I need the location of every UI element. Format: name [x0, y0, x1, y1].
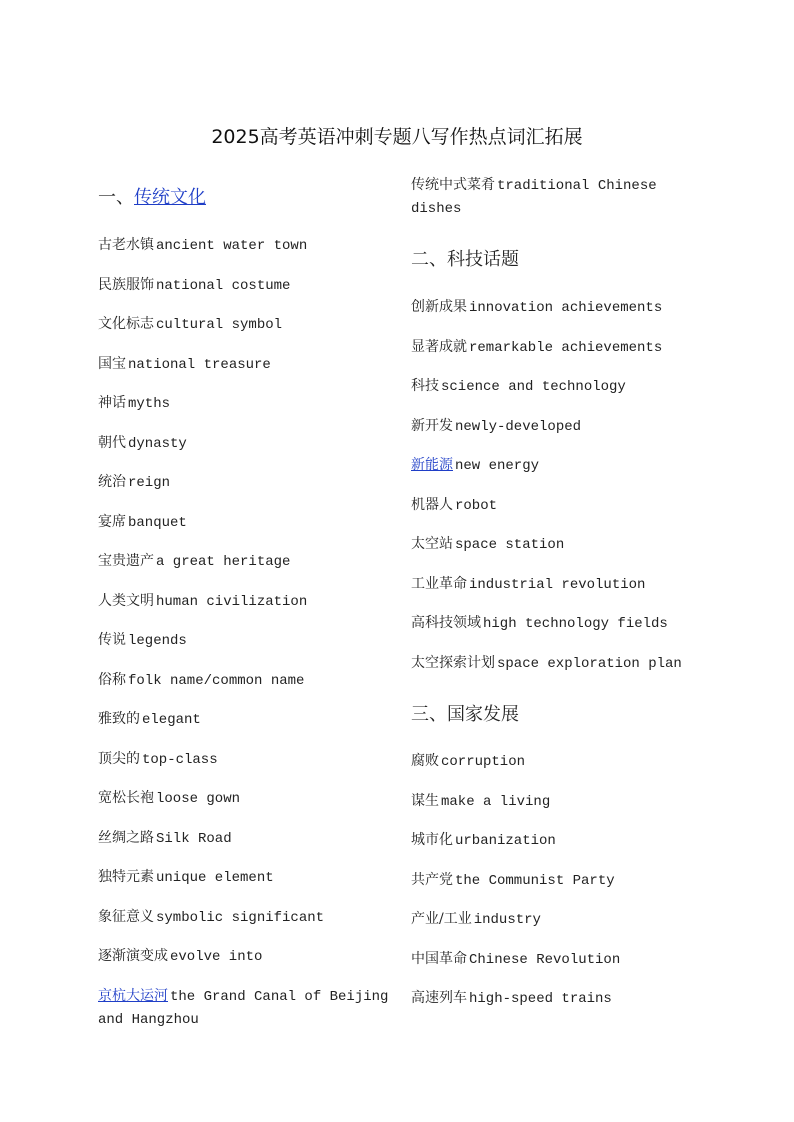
entry-english: space station	[455, 537, 565, 553]
entry-chinese: 顶尖的	[98, 750, 140, 767]
entry-chinese: 人类文明	[98, 592, 154, 609]
vocab-entry	[411, 375, 711, 398]
vocab-entry	[411, 790, 711, 813]
page-title: 2025高考英语冲刺专题八写作热点词汇拓展	[211, 126, 583, 148]
entry-chinese: 腐败	[411, 753, 439, 769]
vocab-entry	[411, 612, 711, 635]
entry-chinese: 中国革命	[411, 950, 467, 967]
entry-english: banquet	[128, 514, 187, 531]
entry-chinese: 高科技领域	[411, 615, 481, 631]
entry-chinese: 逐渐演变成	[98, 948, 168, 964]
entry-english: traditional Chinese dishes	[411, 178, 657, 217]
entry-english: loose gown	[156, 791, 241, 807]
entry-chinese: 雅致的	[98, 711, 140, 727]
entry-english: ancient water town	[156, 238, 308, 254]
entry-english: legends	[128, 633, 187, 649]
vocab-entry	[98, 432, 398, 455]
vocab-entry	[98, 353, 398, 376]
entry-chinese: 象征意义	[98, 908, 154, 925]
vocab-entry	[98, 392, 398, 415]
vocab-entry	[411, 494, 711, 517]
entry-chinese: 科技	[411, 378, 439, 394]
vocab-entry	[98, 708, 398, 731]
vocab-entry	[98, 234, 398, 257]
entry-english: industrial revolution	[469, 576, 646, 593]
entry-chinese: 创新成果	[411, 299, 467, 315]
entry-chinese-link[interactable]: 新能源	[411, 457, 453, 473]
vocab-entry	[411, 750, 711, 773]
entry-chinese: 新开发	[411, 417, 453, 434]
entry-chinese: 共产党	[411, 871, 453, 888]
entry-english: robot	[455, 497, 498, 514]
section-heading-national-development: 三、国家发展	[411, 704, 519, 725]
vocab-entry	[411, 336, 711, 359]
entry-english: symbolic significant	[156, 909, 325, 926]
entry-english: remarkable achievements	[469, 339, 663, 356]
entry-chinese: 国宝	[98, 355, 126, 372]
entry-english: elegant	[142, 712, 201, 728]
entry-chinese: 太空探索计划	[411, 654, 495, 671]
entry-english: a great heritage	[156, 554, 291, 570]
entry-english: Chinese Revolution	[469, 951, 621, 968]
vocab-entry	[411, 415, 711, 438]
vocab-entry	[98, 313, 398, 336]
vocab-entry	[98, 274, 398, 297]
vocab-entry	[98, 590, 398, 613]
entry-english: myths	[128, 396, 171, 412]
vocab-entry	[411, 573, 711, 596]
section-heading-traditional-culture	[98, 183, 206, 209]
vocab-entry	[411, 948, 711, 971]
vocab-entry	[411, 908, 711, 931]
entry-chinese: 俗称	[98, 671, 126, 688]
entry-english: the Grand Canal of Beijing and Hangzhou	[98, 988, 389, 1028]
vocab-entry	[411, 869, 711, 892]
vocab-entry	[98, 787, 398, 810]
vocab-entry	[411, 454, 711, 477]
entry-chinese: 机器人	[411, 496, 453, 513]
vocab-entry	[411, 652, 711, 675]
vocab-entry	[98, 866, 398, 889]
entry-english: dynasty	[128, 435, 187, 452]
vocab-entry	[411, 987, 711, 1010]
entry-chinese: 显著成就	[411, 338, 467, 355]
entry-english: make a living	[441, 793, 551, 810]
vocab-entry	[98, 945, 398, 968]
entry-english: space exploration plan	[497, 655, 682, 672]
entry-chinese-link[interactable]: 京杭大运河	[98, 987, 168, 1004]
vocab-entry	[411, 296, 711, 319]
entry-chinese: 谋生	[411, 792, 439, 809]
entry-chinese: 朝代	[98, 434, 126, 451]
vocab-entry	[98, 669, 398, 692]
entry-english: the Communist Party	[455, 872, 615, 889]
entry-chinese: 传统中式菜肴	[411, 177, 495, 193]
entry-chinese: 工业革命	[411, 575, 467, 592]
entry-english: high technology fields	[483, 616, 668, 632]
vocab-entry	[98, 906, 398, 929]
vocab-entry	[411, 533, 711, 556]
entry-english: cultural symbol	[156, 317, 283, 333]
entry-chinese: 城市化	[411, 832, 453, 848]
entry-english: evolve into	[170, 949, 263, 965]
entry-english: human civilization	[156, 593, 308, 610]
entry-chinese: 古老水镇	[98, 237, 154, 253]
entry-english: Silk Road	[156, 830, 232, 847]
vocab-entry	[411, 174, 711, 220]
entry-chinese: 宝贵遗产	[98, 553, 154, 569]
entry-chinese: 神话	[98, 395, 126, 411]
entry-chinese: 丝绸之路	[98, 829, 154, 846]
entry-english: science and technology	[441, 379, 626, 395]
entry-english: folk name/common name	[128, 672, 305, 689]
entry-english: unique element	[156, 870, 274, 886]
entry-chinese: 传说	[98, 632, 126, 648]
entry-english: industry	[473, 912, 541, 928]
vocab-entry	[98, 511, 398, 534]
entry-english: reign	[128, 475, 171, 491]
entry-chinese: 统治	[98, 474, 126, 490]
vocab-entry	[98, 550, 398, 573]
vocab-entry	[98, 748, 398, 771]
entry-english: national costume	[156, 277, 291, 294]
entry-chinese: 独特元素	[98, 869, 154, 885]
entry-chinese: 产业/工业	[411, 911, 472, 927]
entry-english: top-class	[142, 751, 218, 768]
entry-english: innovation achievements	[469, 300, 663, 316]
entry-chinese: 太空站	[411, 536, 453, 552]
entry-chinese: 高速列车	[411, 990, 467, 1006]
vocab-entry	[411, 829, 711, 852]
vocab-entry	[98, 629, 398, 652]
entry-chinese: 文化标志	[98, 316, 154, 332]
vocab-entry	[98, 985, 398, 1031]
entry-chinese: 宴席	[98, 513, 126, 530]
vocab-entry	[98, 471, 398, 494]
entry-chinese: 民族服饰	[98, 276, 154, 293]
section-heading-technology: 二、科技话题	[411, 249, 519, 270]
entry-english: high-speed trains	[469, 991, 612, 1007]
entry-english: new energy	[455, 458, 540, 474]
entry-english: national treasure	[128, 356, 271, 373]
entry-english: urbanization	[455, 833, 556, 849]
entry-english: newly-developed	[455, 418, 582, 435]
entry-english: corruption	[441, 754, 526, 770]
heading-number: 一、	[98, 187, 134, 208]
vocab-entry	[98, 827, 398, 850]
traditional-culture-link[interactable]: 传统文化	[134, 187, 206, 208]
entry-chinese: 宽松长袍	[98, 790, 154, 806]
